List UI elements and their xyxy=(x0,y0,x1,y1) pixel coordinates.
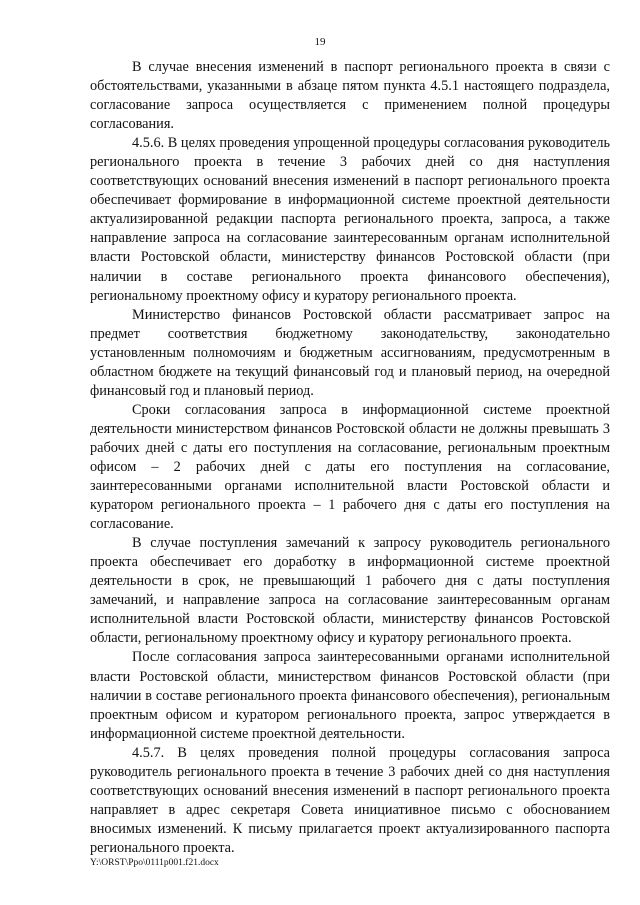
footer-file-path: Y:\ORST\Ppo\0111p001.f21.docx xyxy=(90,858,219,868)
paragraph: В случае внесения изменений в паспорт регионального проекта в связи с обстоятельствами, указанными в абзаце пятом пункта 4.5.1 настоящего подраздела, согласование запроса осуществляется с применением полной процедуры согласования. xyxy=(90,59,610,133)
paragraph: 4.5.6. В целях проведения упрощенной процедуры согласования руководитель регионального проекта в течение 3 рабочих дней со дня наступления соответствующих оснований внесения изменений в паспорт регионального проекта обеспечивает формирование в информационной системе проектной деятельности актуализированной редакции паспорта регионального проекта, запроса, а также направление запроса на согласование заинтересованным органам исполнительной власти Ростовской области, министерству финансов Ростовской области (при наличии в составе регионального проекта финансового обеспечения), региональному проектному офису и куратору регионального проекта. xyxy=(90,135,610,304)
document-body xyxy=(90,58,610,858)
paragraph: Министерство финансов Ростовской области рассматривает запрос на предмет соответствия бюджетному законодательству, законодательно установленным полномочиям и бюджетным ассигнованиям, предусмотренным в областном бюджете на текущий финансовый год и плановый период, на очередной финансовый год и плановый период. xyxy=(90,306,610,399)
paragraph: Сроки согласования запроса в информационной системе проектной деятельности министерством финансов Ростовской области не должны превышать 3 рабочих дней с даты его поступления на согласование, региональным проектным офисом – 2 рабочих дней с даты его поступления на согласование, заинтересованными органами исполнительной власти Ростовской области и куратором регионального проекта – 1 рабочего дня с даты его поступления на согласование. xyxy=(90,401,610,533)
paragraph: 4.5.7. В целях проведения полной процедуры согласования запроса руководитель регионального проекта в течение 3 рабочих дней со дня наступления соответствующих оснований внесения изменений в паспорт регионального проекта направляет в адрес секретаря Совета инициативное письмо с обоснованием вносимых изменений. К письму прилагается проект актуализированного паспорта регионального проекта. xyxy=(90,744,610,856)
page-number: 19 xyxy=(314,36,326,48)
paragraph: В случае поступления замечаний к запросу руководитель регионального проекта обеспечивает его доработку в информационной системе проектной деятельности в срок, не превышающий 1 рабочего дня с даты поступления замечаний, и направление запроса на согласование заинтересованным органам исполнительной власти Ростовской области, министерству финансов Ростовской области, региональному проектному офису и куратору регионального проекта. xyxy=(90,535,610,647)
paragraph: После согласования запроса заинтересованными органами исполнительной власти Ростовской области, министерством финансов Ростовской области (при наличии в составе регионального проекта финансового обеспечения), региональным проектным офисом и куратором регионального проекта, запрос утверждается в информационной системе проектной деятельности. xyxy=(90,649,610,742)
